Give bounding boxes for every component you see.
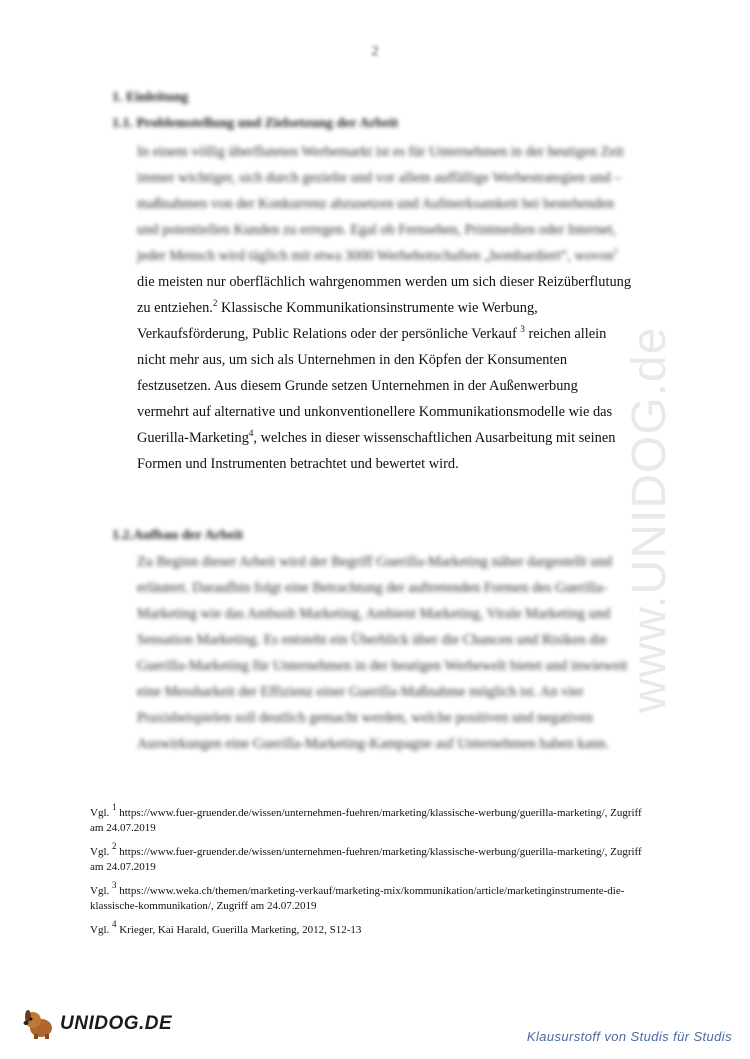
paragraph-line [137, 425, 667, 451]
line-text: , welches in dieser wissenschaftlichen Ausarbeitung mit seinen [253, 430, 616, 446]
line-text: nicht mehr aus, um sich als Unternehmen in den Köpfen der Konsumenten [137, 352, 568, 368]
paragraph-line: Praxisbeispielen soll deutlich gemacht werden, welche positiven und negativen [137, 710, 593, 726]
paragraph-line [137, 373, 667, 399]
footnote [90, 880, 650, 914]
page-number: 2 [371, 44, 379, 59]
footnote-number: 4 [112, 919, 117, 929]
line-text: immer wichtiger, sich durch gezielte und vor allem auffällige Werbestrategien und – [137, 170, 622, 186]
paragraph-line: Guerilla-Marketing für Unternehmen in der heutigen Werbewelt bietet und inwieweit [137, 658, 628, 674]
dog-icon [22, 1008, 58, 1040]
paragraph-line [137, 295, 667, 321]
paragraph-line: Marketing wie das Ambush Marketing, Ambient Marketing, Virale Marketing und [137, 606, 611, 622]
paragraph-line [137, 399, 667, 425]
section-heading: 1. Einleitung [112, 90, 189, 105]
footnote-number: 3 [112, 880, 117, 890]
footnote-marker: 2 [212, 298, 218, 308]
paragraph-line [137, 243, 667, 269]
paragraph-line: erläutert. Daraufhin folgt eine Betrachtung der auftretenden Formen des Guerilla- [137, 580, 607, 596]
line-text: und potentiellen Kunden zu erregen. Egal ob Fernsehen, Printmedien oder Internet, [137, 222, 617, 238]
footnote-prefix: Vgl. [90, 885, 112, 897]
line-text: maßnahmen von der Konkurrenz abzusetzen und Aufmerksamkeit bei bestehenden [137, 196, 615, 212]
paragraph-line [137, 139, 667, 165]
logo-text: UNIDOG.DE [60, 1013, 173, 1034]
footnote-prefix: Vgl. [90, 924, 112, 936]
paragraph-line [137, 269, 667, 295]
footnote-text: https://www.weka.ch/themen/marketing-verkauf/marketing-mix/kommunikation/article/marketinginstrumente-die-klassische-kommunikation/, Zugriff am 24.07.2019 [90, 885, 625, 912]
line-text: In einem völlig überfluteten Werbemarkt ist es für Unternehmen in der heutigen Zeit [137, 144, 624, 160]
line-text: Guerilla-Marketing [137, 430, 249, 446]
unidog-logo [22, 1008, 172, 1040]
paragraph-structure [137, 549, 667, 757]
paragraph-line [137, 217, 667, 243]
footnote-text: Krieger, Kai Harald, Guerilla Marketing, 2012, S12-13 [116, 924, 362, 936]
footnote-marker: 4 [248, 428, 254, 438]
footnote-marker: 3 [520, 324, 525, 334]
footnote [90, 802, 650, 836]
tagline: Klausurstoff von Studis für Studis [526, 1029, 732, 1044]
paragraph-line: Zu Beginn dieser Arbeit wird der Begriff Guerilla-Marketing näher dargestellt und [137, 554, 613, 570]
paragraph-line [137, 451, 667, 477]
paragraph-line: Sensation Marketing. Es entsteht ein Überblick über die Chancen und Risiken die [137, 632, 607, 648]
line-text: zu entziehen. [137, 300, 213, 316]
paragraph-line [137, 165, 667, 191]
footnote-text: https://www.fuer-gruender.de/wissen/unternehmen-fuehren/marketing/klassische-werbung/guerilla-marketing/, Zugriff am 24.07.2019 [90, 807, 642, 834]
footnote-marker: 1 [613, 246, 619, 256]
footnote-number: 2 [112, 841, 117, 851]
paragraph-line [137, 321, 667, 347]
paragraph-problem [137, 139, 667, 477]
line-text: Formen und Instrumenten betrachtet und bewertet wird. [137, 456, 459, 472]
footnotes [90, 802, 650, 947]
line-text: vermehrt auf alternative und unkonventionellere Kommunikationsmodelle wie das [137, 404, 613, 420]
paragraph-line: Auswirkungen eine Guerilla-Marketing-Kampagne auf Unternehmen haben kann. [137, 736, 609, 752]
line-text: Klassische Kommunikationsinstrumente wie Werbung, [217, 300, 538, 316]
paragraph-line [137, 347, 667, 373]
line-text: reichen allein [524, 326, 607, 342]
paragraph-line [137, 191, 667, 217]
line-text: Verkaufsförderung, Public Relations oder der persönliche Verkauf [137, 326, 521, 342]
footnote [90, 919, 650, 938]
line-text: jeder Mensch wird täglich mit etwa 3000 Werbebotschaften „bombardiert“, wovon [137, 248, 614, 264]
footnote-prefix: Vgl. [90, 846, 112, 858]
line-text: die meisten nur oberflächlich wahrgenommen werden um sich dieser Reizüberflutung [137, 274, 632, 290]
subsection-heading-structure: 1.2.Aufbau der Arbeit [112, 528, 244, 543]
line-text: festzusetzen. Aus diesem Grunde setzen Unternehmen in der Außenwerbung [137, 378, 578, 394]
footnote-number: 1 [112, 802, 117, 812]
footnote-text: https://www.fuer-gruender.de/wissen/unternehmen-fuehren/marketing/klassische-werbung/guerilla-marketing/, Zugriff am 24.07.2019 [90, 846, 642, 873]
subsection-heading-problem: 1.1. Problemstellung und Zielsetzung der Arbeit [112, 116, 399, 131]
footnote [90, 841, 650, 875]
watermark-text: www.UNIDOG.de [623, 326, 676, 713]
paragraph-line: eine Messbarkeit der Effizienz einer Guerilla-Maßnahme möglich ist. An vier [137, 684, 584, 700]
footnote-prefix: Vgl. [90, 807, 112, 819]
